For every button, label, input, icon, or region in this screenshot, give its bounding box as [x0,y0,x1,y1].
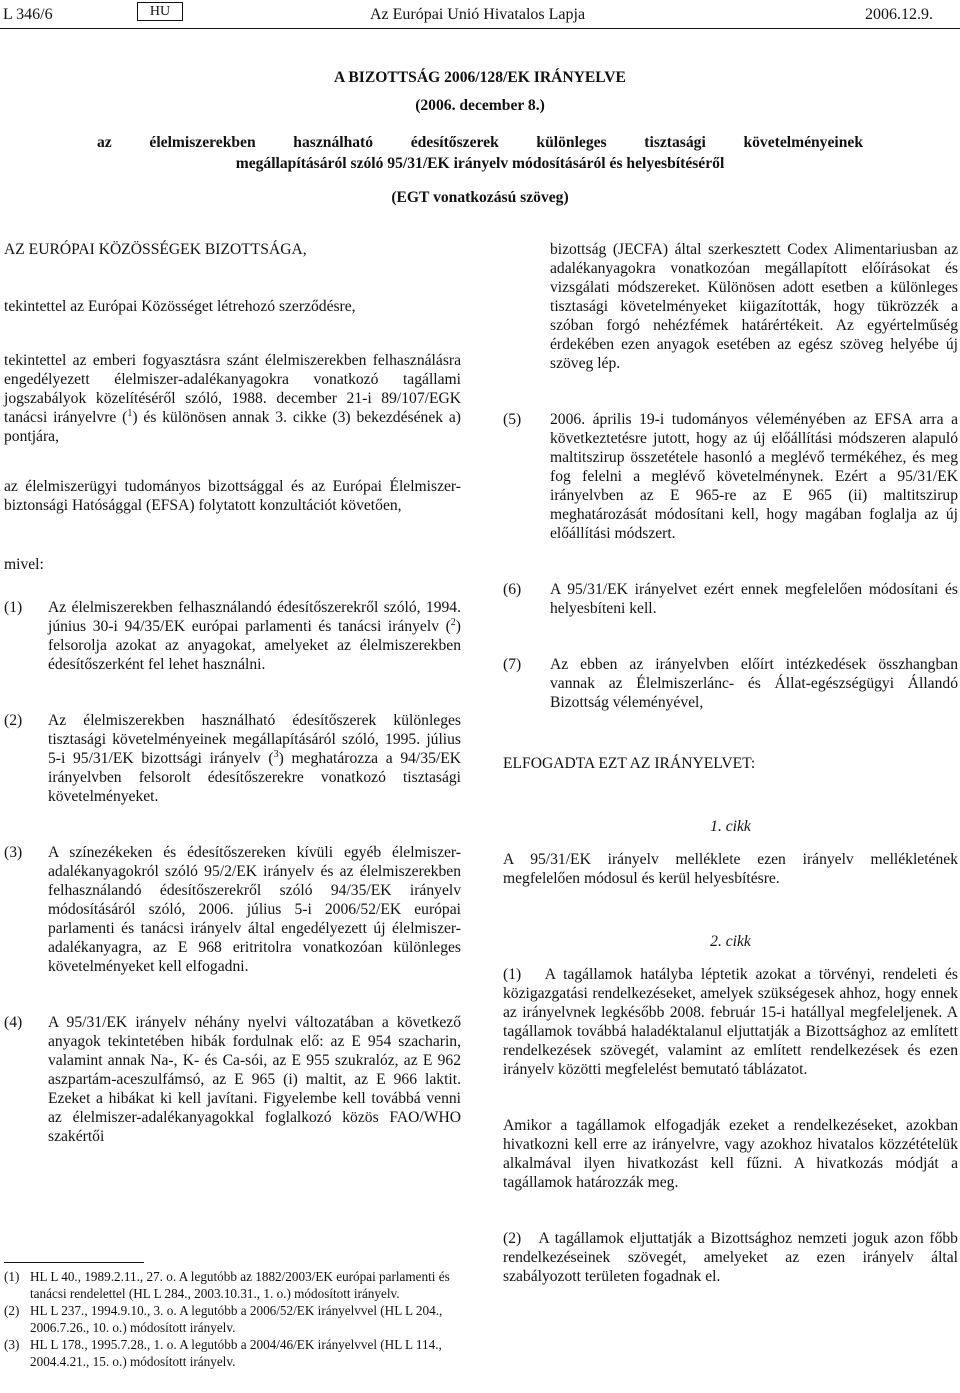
article-2-paragraph-1b: Amikor a tagállamok elfogadják ezeket a rendelkezéseket, azokban hivatkozni kell erre az irányelvre, vagy azokhoz hivatalos közzétételük alkalmával ilyen hivatkozást kell fűzni. A hivatkozás módját a tagállamok határozzák meg. [503,1117,958,1191]
author: AZ EURÓPAI KÖZÖSSÉGEK BIZOTTSÁGA, [4,241,307,258]
recital-number: (3) [4,844,23,861]
eea-relevance: (EGT vonatkozású szöveg) [391,189,569,206]
article-2-heading: 2. cikk [710,933,751,950]
recital-2: (2) Az élelmiszerekben használható édesítőszerek különleges tisztasági követelményeinek megállapításáról szóló, 1995. július 5-i 95/31/EK bizottsági irányelv ($^3$) meghatározza a 94/35/EK irányelvben felsorolt édesítőszerekre vonatkozó tisztasági követelményeket. [4,712,461,805]
page-reference: L 346/6 [3,6,53,23]
recital-3: (3) A színezékeken és édesítőszereken kívüli egyéb élelmiszer-adalékanyagokról szóló 95/2/EK irányelv és az élelmiszerekben felhasználandó édesítőszerekről szóló 94/35/EK irányelv módosításáról szóló, 2006. július 5-i 2006/52/EK európai parlamenti és tanácsi irányelv által engedélyezett új élelmiszer-adalékanyagra, az E 968 eritritolra vonatkozóan különleges követelményeket kell elfogadni. [4,844,461,975]
having-regard-directive: tekintettel az emberi fogyasztásra szánt élelmiszerekben felhasználásra engedélyezett élelmiszer-adalékanyagokra vonatkozó tagállami jogszabályok közelítéséről szóló, 1988. december 21-i 89/107/EGK tanácsi irányelvre ($^1$) és különösen annak 3. cikke (3) bekezdésének a) pontjára, [4,352,461,445]
journal-name: Az Európai Unió Hivatalos Lapja [370,6,586,23]
recital-number: (6) [503,581,522,598]
footnotes [4,1268,461,1370]
having-regard-treaty: tekintettel az Európai Közösséget létrehozó szerződésre, [4,298,356,315]
directive-subject-line1: az élelmiszerekben használható édesítőszerek különleges tisztasági követelményeinek [97,134,863,151]
recital-1: (1) Az élelmiszerekben felhasználandó édesítőszerekről szóló, 1994. június 30-i 94/35/EK európai parlamenti és tanácsi irányelv ($^2$) felsorolja azokat az anyagokat, amelyeket az élelmiszerekben édesítőszerként fel lehet használni. [4,599,461,673]
left-column [4,240,461,1146]
recital-number: (1) [4,599,23,616]
footnote-3: (3) HL L 178., 1995.7.28., 1. o. A legutóbb a 2004/46/EK irányelvvel (HL L 114., 2004.4.21., 15. o.) módosított irányelv. [4,1337,442,1369]
footnote-separator [4,1262,144,1263]
footnote-ref[interactable]: 1 [127,407,133,419]
footnote-ref[interactable]: 3 [273,748,279,760]
recital-number: (2) [4,712,23,729]
right-column [503,240,958,1286]
directive-subject-line2: megállapításáról szóló 95/31/EK irányelv módosításáról és helyesbítéséről [235,155,725,172]
recital-number: (5) [503,411,522,428]
recital-5: (5) 2006. április 19-i tudományos véleményében az EFSA arra a következtetésre jutott, hogy az új előállítási módszeren alapuló maltitszirup összetétele hasonló a meglévő termékéhez, és meg fog felelni a meglévő követelménynek. Ezért a 95/31/EK irányelvben az E 965-re az E 965 (ii) maltitszirup meghatározását módosítani kell, hogy magában foglalja az új előállítási módszert. [503,411,958,542]
footnote-ref[interactable]: 2 [450,616,456,628]
footnote-1: (1) HL L 40., 1989.2.11., 27. o. A legutóbb az 1882/2003/EK európai parlamenti és tanácsi rendelettel (HL L 284., 2003.10.31., 1. o.) módosított irányelv. [4,1269,450,1301]
whereas: mivel: [4,556,44,573]
footnote-2: (2) HL L 237., 1994.9.10., 3. o. A legutóbb a 2006/52/EK irányelvvel (HL L 204., 2006.7.26., 10. o.) módosított irányelv. [4,1303,443,1335]
article-2-paragraph-1: (1) A tagállamok hatályba léptetik azokat a törvényi, rendeleti és közigazgatási rendelkezéseket, amelyek szükségesek ahhoz, hogy ennek az irányelvnek legkésőbb 2008. február 15-i hatállyal megfeleljenek. A tagállamok továbbá haladéktalanul eljuttatják a Bizottsághoz az említett rendelkezések szövegét, valamint az említett rendelkezések és ezen irányelv közötti megfelelést bemutató táblázatot. [503,966,959,1078]
recital-4: (4) A 95/31/EK irányelv néhány nyelvi változatában a következő anyagok tekintetében hibák fordulnak elő: az E 954 szacharin, valamint annak Na-, K- és Ca-sói, az E 955 szukralóz, az E 962 aszpartám-aceszulfámsó, az E 965 (i) maltit, az E 966 laktit. Ezeket a hibákat ki kell javítani. Figyelembe kell továbbá venni az élelmiszer-adalékanyagokkal foglalkozó közös FAO/WHO szakértői [4,1014,461,1145]
recital-number: (4) [4,1014,23,1031]
directive-title: A BIZOTTSÁG 2006/128/EK IRÁNYELVE [334,69,626,86]
directive-date: (2006. december 8.) [415,97,545,114]
article-2-paragraph-2: (2) A tagállamok eljuttatják a Bizottsághoz nemzeti joguk azon főbb rendelkezéseinek szövegét, amelyeket az ezen irányelv által szabályozott területen fogadnak el. [503,1230,958,1285]
article-1-heading: 1. cikk [710,818,751,835]
adoption-formula: ELFOGADTA EZT AZ IRÁNYELVET: [503,755,756,772]
recital-7: (7) Az ebben az irányelvben előírt intézkedések összhangban vannak az Élelmiszerlánc- és Állat-egészségügyi Állandó Bizottság véleményével, [503,656,958,711]
recital-6: (6) A 95/31/EK irányelvet ezért ennek megfelelően módosítani és helyesbíteni kell. [503,581,958,617]
language-badge: HU [137,2,183,21]
recital-number: (7) [503,656,522,673]
article-1-text: A 95/31/EK irányelv melléklete ezen irányelv mellékletének megfelelően módosul és kerül helyesbítésre. [503,851,958,887]
page-header [0,0,960,29]
recital-4-continued: bizottság (JECFA) által szerkesztett Codex Alimentariusban az adalékanyagokra vonatkozóan megállapított előírásokat és vizsgálati módszereket. Különösen adott esetben a különleges tisztasági követelményeket kiigazították, hogy tükrözzék a szóban forgó nehézfémek határértékeit. Az egyértelműség érdekében ezen anyagok esetében az egész szöveg helyébe új szöveg lép. [550,241,958,372]
publication-date: 2006.12.9. [865,6,933,23]
consultation: az élelmiszerügyi tudományos bizottsággal és az Európai Élelmiszer-biztonsági Hatósággal (EFSA) folytatott konzultációt követően, [4,478,461,514]
